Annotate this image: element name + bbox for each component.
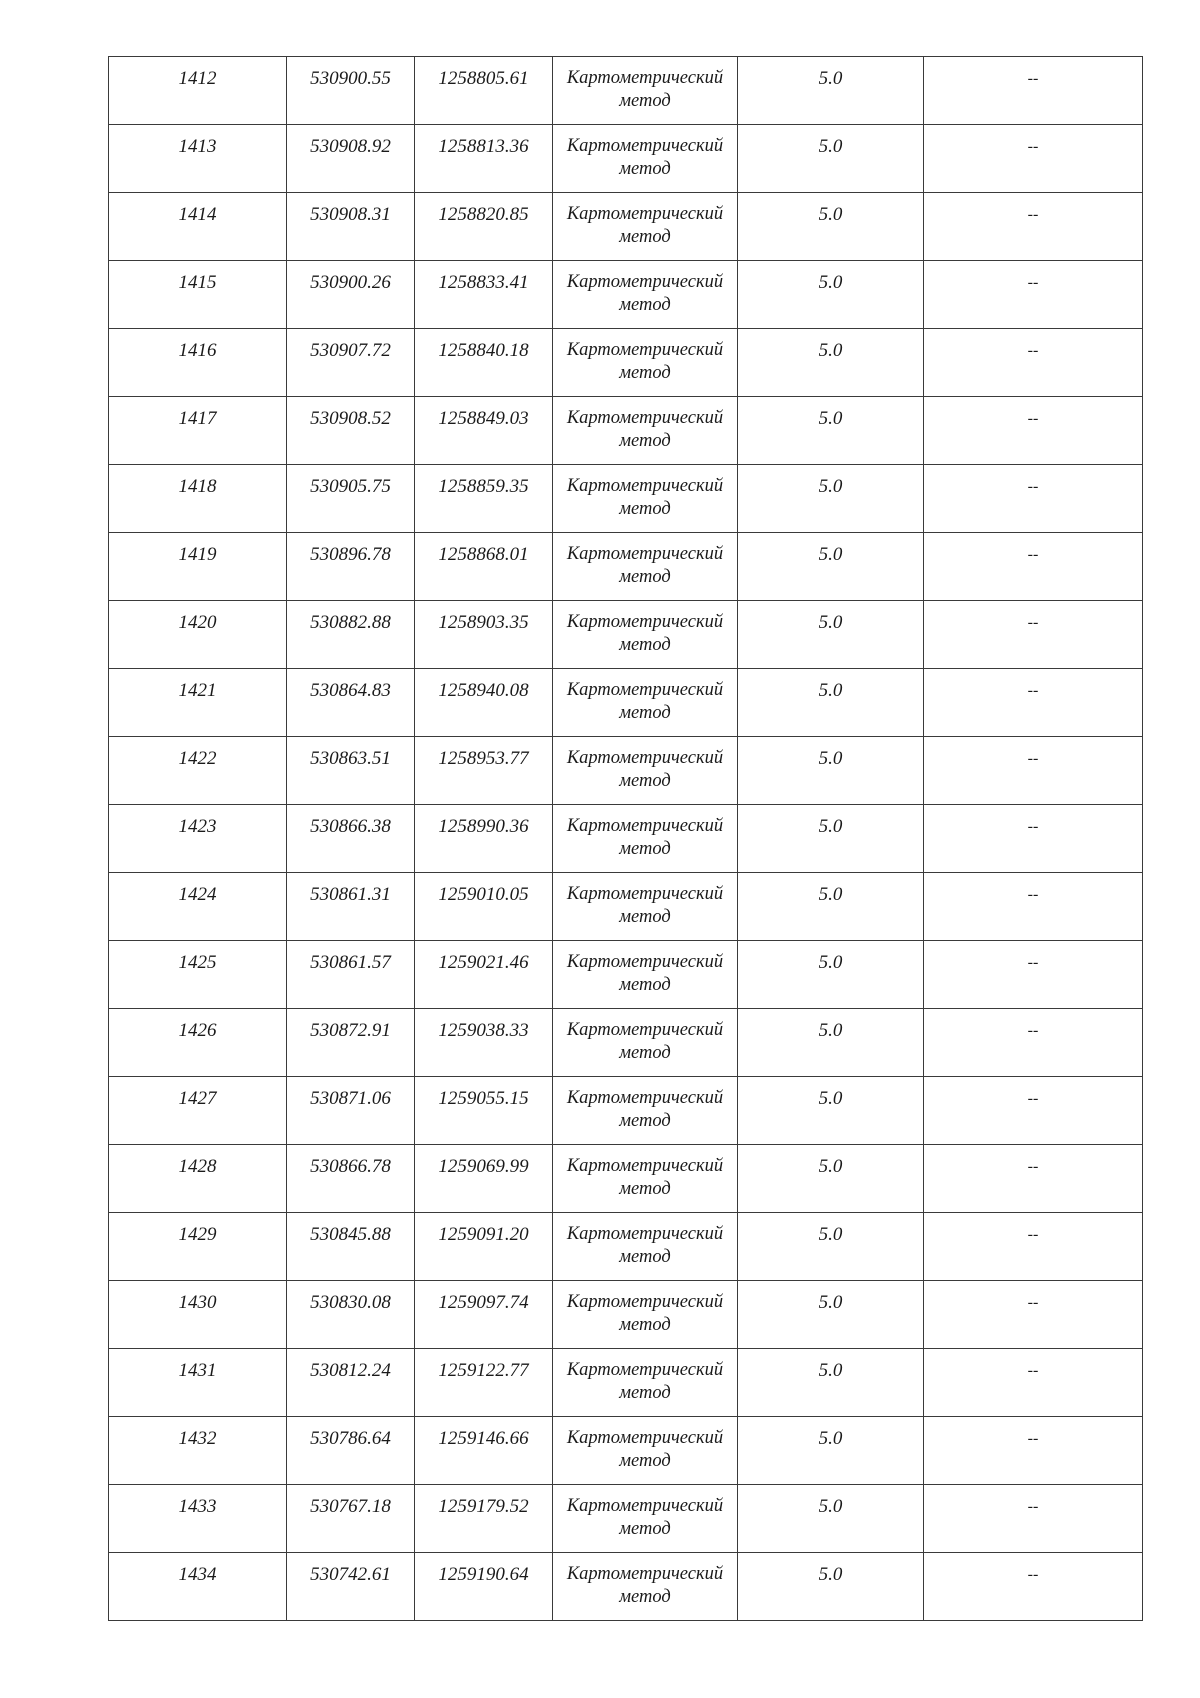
note-cell: -- xyxy=(924,941,1143,1009)
note-cell: -- xyxy=(924,125,1143,193)
accuracy-cell: 5.0 xyxy=(738,329,924,397)
method-cell: Картометрический метод xyxy=(553,533,738,601)
point-number-cell: 1417 xyxy=(109,397,287,465)
x-coordinate-cell: 530861.31 xyxy=(287,873,415,941)
x-coordinate-cell: 530907.72 xyxy=(287,329,415,397)
method-cell: Картометрический метод xyxy=(553,1145,738,1213)
point-number-cell: 1419 xyxy=(109,533,287,601)
table-row xyxy=(109,1485,1143,1553)
y-coordinate-cell: 1259010.05 xyxy=(415,873,553,941)
table-row xyxy=(109,737,1143,805)
note-cell: -- xyxy=(924,1485,1143,1553)
accuracy-cell: 5.0 xyxy=(738,193,924,261)
note-cell: -- xyxy=(924,261,1143,329)
point-number-cell: 1427 xyxy=(109,1077,287,1145)
point-number-cell: 1422 xyxy=(109,737,287,805)
y-coordinate-cell: 1258940.08 xyxy=(415,669,553,737)
accuracy-cell: 5.0 xyxy=(738,57,924,125)
table-row xyxy=(109,1213,1143,1281)
x-coordinate-cell: 530864.83 xyxy=(287,669,415,737)
y-coordinate-cell: 1259097.74 xyxy=(415,1281,553,1349)
note-cell: -- xyxy=(924,805,1143,873)
note-cell: -- xyxy=(924,737,1143,805)
y-coordinate-cell: 1259190.64 xyxy=(415,1553,553,1621)
x-coordinate-cell: 530908.52 xyxy=(287,397,415,465)
x-coordinate-cell: 530861.57 xyxy=(287,941,415,1009)
table-row xyxy=(109,533,1143,601)
note-cell: -- xyxy=(924,1281,1143,1349)
accuracy-cell: 5.0 xyxy=(738,1485,924,1553)
y-coordinate-cell: 1258833.41 xyxy=(415,261,553,329)
point-number-cell: 1412 xyxy=(109,57,287,125)
accuracy-cell: 5.0 xyxy=(738,1281,924,1349)
table-row xyxy=(109,125,1143,193)
method-cell: Картометрический метод xyxy=(553,1281,738,1349)
method-cell: Картометрический метод xyxy=(553,1485,738,1553)
point-number-cell: 1413 xyxy=(109,125,287,193)
accuracy-cell: 5.0 xyxy=(738,873,924,941)
note-cell: -- xyxy=(924,669,1143,737)
accuracy-cell: 5.0 xyxy=(738,737,924,805)
accuracy-cell: 5.0 xyxy=(738,1417,924,1485)
point-number-cell: 1418 xyxy=(109,465,287,533)
x-coordinate-cell: 530866.38 xyxy=(287,805,415,873)
table-row xyxy=(109,193,1143,261)
note-cell: -- xyxy=(924,1213,1143,1281)
point-number-cell: 1430 xyxy=(109,1281,287,1349)
table-row xyxy=(109,329,1143,397)
method-cell: Картометрический метод xyxy=(553,397,738,465)
note-cell: -- xyxy=(924,1553,1143,1621)
x-coordinate-cell: 530908.31 xyxy=(287,193,415,261)
x-coordinate-cell: 530812.24 xyxy=(287,1349,415,1417)
note-cell: -- xyxy=(924,193,1143,261)
note-cell: -- xyxy=(924,57,1143,125)
accuracy-cell: 5.0 xyxy=(738,1145,924,1213)
accuracy-cell: 5.0 xyxy=(738,261,924,329)
y-coordinate-cell: 1258805.61 xyxy=(415,57,553,125)
coordinates-table-body xyxy=(109,57,1143,1621)
point-number-cell: 1425 xyxy=(109,941,287,1009)
note-cell: -- xyxy=(924,533,1143,601)
y-coordinate-cell: 1258849.03 xyxy=(415,397,553,465)
x-coordinate-cell: 530845.88 xyxy=(287,1213,415,1281)
table-row xyxy=(109,1009,1143,1077)
x-coordinate-cell: 530871.06 xyxy=(287,1077,415,1145)
y-coordinate-cell: 1258868.01 xyxy=(415,533,553,601)
point-number-cell: 1421 xyxy=(109,669,287,737)
point-number-cell: 1414 xyxy=(109,193,287,261)
y-coordinate-cell: 1259146.66 xyxy=(415,1417,553,1485)
point-number-cell: 1420 xyxy=(109,601,287,669)
x-coordinate-cell: 530742.61 xyxy=(287,1553,415,1621)
point-number-cell: 1428 xyxy=(109,1145,287,1213)
y-coordinate-cell: 1258840.18 xyxy=(415,329,553,397)
accuracy-cell: 5.0 xyxy=(738,805,924,873)
y-coordinate-cell: 1259069.99 xyxy=(415,1145,553,1213)
method-cell: Картометрический метод xyxy=(553,1349,738,1417)
note-cell: -- xyxy=(924,601,1143,669)
x-coordinate-cell: 530900.55 xyxy=(287,57,415,125)
x-coordinate-cell: 530905.75 xyxy=(287,465,415,533)
point-number-cell: 1432 xyxy=(109,1417,287,1485)
accuracy-cell: 5.0 xyxy=(738,1009,924,1077)
accuracy-cell: 5.0 xyxy=(738,125,924,193)
note-cell: -- xyxy=(924,873,1143,941)
method-cell: Картометрический метод xyxy=(553,601,738,669)
note-cell: -- xyxy=(924,1145,1143,1213)
accuracy-cell: 5.0 xyxy=(738,601,924,669)
point-number-cell: 1416 xyxy=(109,329,287,397)
point-number-cell: 1424 xyxy=(109,873,287,941)
y-coordinate-cell: 1258820.85 xyxy=(415,193,553,261)
y-coordinate-cell: 1259179.52 xyxy=(415,1485,553,1553)
accuracy-cell: 5.0 xyxy=(738,397,924,465)
y-coordinate-cell: 1258813.36 xyxy=(415,125,553,193)
method-cell: Картометрический метод xyxy=(553,329,738,397)
table-row xyxy=(109,1553,1143,1621)
document-page xyxy=(108,56,1142,1621)
table-row xyxy=(109,805,1143,873)
table-row xyxy=(109,669,1143,737)
table-row xyxy=(109,1145,1143,1213)
method-cell: Картометрический метод xyxy=(553,1417,738,1485)
method-cell: Картометрический метод xyxy=(553,125,738,193)
method-cell: Картометрический метод xyxy=(553,669,738,737)
x-coordinate-cell: 530866.78 xyxy=(287,1145,415,1213)
table-row xyxy=(109,57,1143,125)
method-cell: Картометрический метод xyxy=(553,1553,738,1621)
note-cell: -- xyxy=(924,329,1143,397)
accuracy-cell: 5.0 xyxy=(738,533,924,601)
point-number-cell: 1423 xyxy=(109,805,287,873)
y-coordinate-cell: 1259055.15 xyxy=(415,1077,553,1145)
method-cell: Картометрический метод xyxy=(553,1077,738,1145)
table-row xyxy=(109,601,1143,669)
method-cell: Картометрический метод xyxy=(553,941,738,1009)
table-row xyxy=(109,1417,1143,1485)
x-coordinate-cell: 530863.51 xyxy=(287,737,415,805)
point-number-cell: 1415 xyxy=(109,261,287,329)
y-coordinate-cell: 1259038.33 xyxy=(415,1009,553,1077)
method-cell: Картометрический метод xyxy=(553,465,738,533)
x-coordinate-cell: 530786.64 xyxy=(287,1417,415,1485)
accuracy-cell: 5.0 xyxy=(738,1553,924,1621)
point-number-cell: 1431 xyxy=(109,1349,287,1417)
table-row xyxy=(109,465,1143,533)
y-coordinate-cell: 1258990.36 xyxy=(415,805,553,873)
point-number-cell: 1429 xyxy=(109,1213,287,1281)
note-cell: -- xyxy=(924,397,1143,465)
x-coordinate-cell: 530882.88 xyxy=(287,601,415,669)
y-coordinate-cell: 1259091.20 xyxy=(415,1213,553,1281)
method-cell: Картометрический метод xyxy=(553,1213,738,1281)
x-coordinate-cell: 530767.18 xyxy=(287,1485,415,1553)
method-cell: Картометрический метод xyxy=(553,1009,738,1077)
note-cell: -- xyxy=(924,1349,1143,1417)
x-coordinate-cell: 530896.78 xyxy=(287,533,415,601)
y-coordinate-cell: 1258953.77 xyxy=(415,737,553,805)
coordinates-table xyxy=(108,56,1143,1621)
x-coordinate-cell: 530900.26 xyxy=(287,261,415,329)
note-cell: -- xyxy=(924,1417,1143,1485)
table-row xyxy=(109,397,1143,465)
accuracy-cell: 5.0 xyxy=(738,1213,924,1281)
x-coordinate-cell: 530908.92 xyxy=(287,125,415,193)
accuracy-cell: 5.0 xyxy=(738,465,924,533)
table-row xyxy=(109,941,1143,1009)
y-coordinate-cell: 1258903.35 xyxy=(415,601,553,669)
point-number-cell: 1426 xyxy=(109,1009,287,1077)
note-cell: -- xyxy=(924,1009,1143,1077)
method-cell: Картометрический метод xyxy=(553,873,738,941)
accuracy-cell: 5.0 xyxy=(738,1349,924,1417)
method-cell: Картометрический метод xyxy=(553,805,738,873)
table-row xyxy=(109,1281,1143,1349)
x-coordinate-cell: 530830.08 xyxy=(287,1281,415,1349)
point-number-cell: 1434 xyxy=(109,1553,287,1621)
accuracy-cell: 5.0 xyxy=(738,941,924,1009)
method-cell: Картометрический метод xyxy=(553,261,738,329)
note-cell: -- xyxy=(924,1077,1143,1145)
x-coordinate-cell: 530872.91 xyxy=(287,1009,415,1077)
y-coordinate-cell: 1259122.77 xyxy=(415,1349,553,1417)
note-cell: -- xyxy=(924,465,1143,533)
y-coordinate-cell: 1259021.46 xyxy=(415,941,553,1009)
table-row xyxy=(109,1077,1143,1145)
accuracy-cell: 5.0 xyxy=(738,1077,924,1145)
method-cell: Картометрический метод xyxy=(553,737,738,805)
table-row xyxy=(109,873,1143,941)
y-coordinate-cell: 1258859.35 xyxy=(415,465,553,533)
table-row xyxy=(109,1349,1143,1417)
point-number-cell: 1433 xyxy=(109,1485,287,1553)
method-cell: Картометрический метод xyxy=(553,193,738,261)
table-row xyxy=(109,261,1143,329)
method-cell: Картометрический метод xyxy=(553,57,738,125)
accuracy-cell: 5.0 xyxy=(738,669,924,737)
